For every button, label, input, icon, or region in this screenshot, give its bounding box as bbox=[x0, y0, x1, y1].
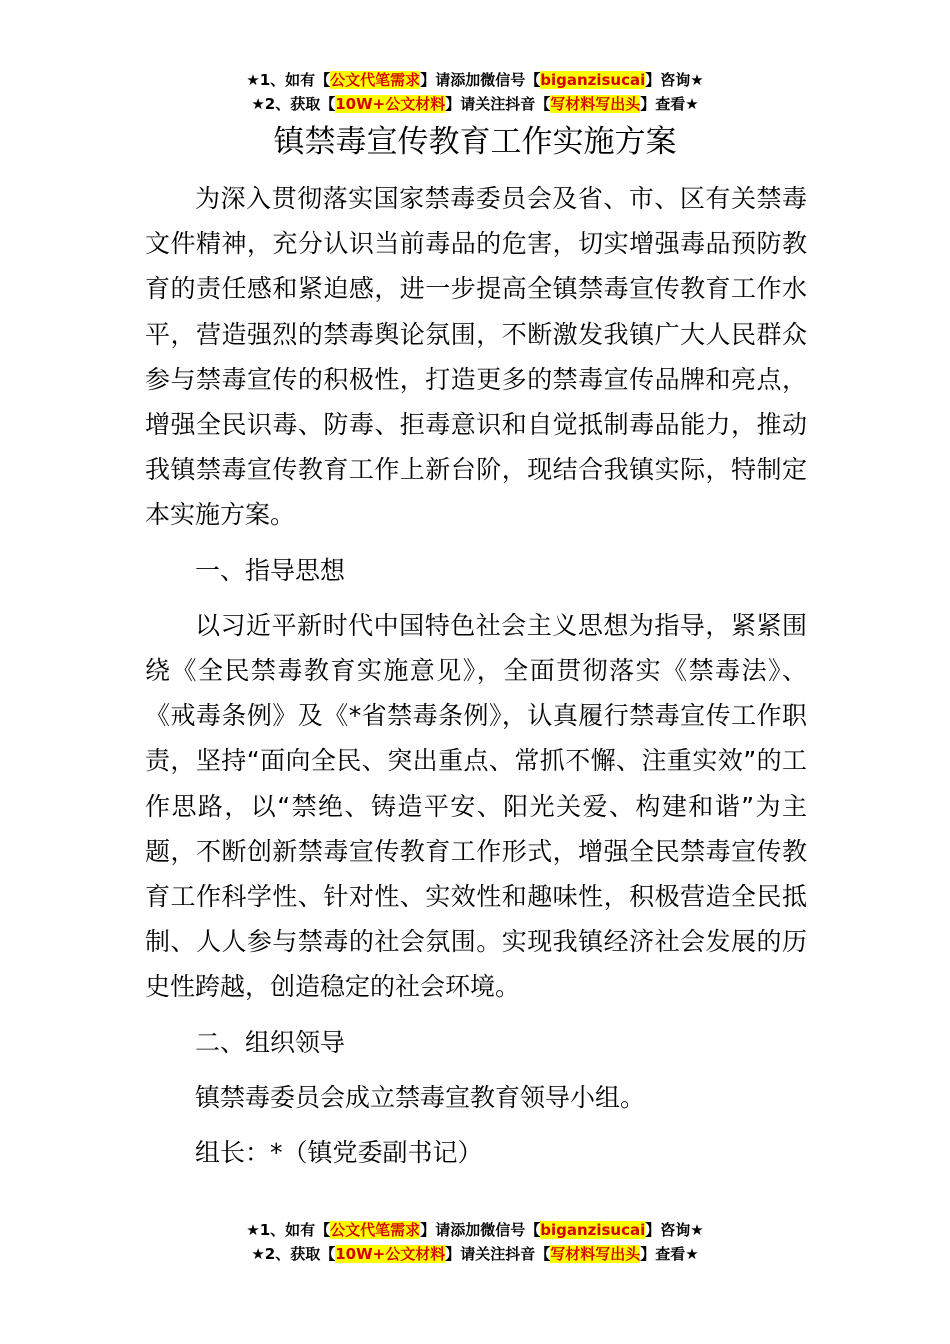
banner-highlight: 写材料写出头 bbox=[550, 1245, 641, 1263]
banner-line-1 bbox=[0, 1218, 950, 1242]
section-heading-guiding-ideology: 一、指导思想 bbox=[195, 555, 346, 585]
guiding-ideology-paragraph: 以习近平新时代中国特色社会主义思想为指导，紧紧围绕《全民禁毒教育实施意见》，全面贯彻落实《禁毒法》、《戒毒条例》及《*省禁毒条例》，认真履行禁毒宣传工作职责，坚持“面向全民、突出重点、常抓不懈、注重实效”的工作思路，以“禁绝、铸造平安、阳光关爱、构建和谐”为主题，不断创新禁毒宣传教育工作形式，增强全民禁毒宣传教育工作科学性、针对性、实效性和趣味性，积极营造全民抵制、人人参与禁毒的社会氛围。实现我镇经济社会发展的历史性跨越，创造稳定的社会环境。 bbox=[145, 610, 807, 1002]
bottom-banner bbox=[0, 1218, 950, 1266]
banner-highlight: biganzisucai bbox=[540, 71, 646, 89]
banner-text: 】咨询★ bbox=[645, 1221, 704, 1239]
banner-line-1 bbox=[0, 68, 950, 92]
banner-text: 】请关注抖音【 bbox=[445, 1245, 551, 1263]
document-body bbox=[145, 176, 807, 1175]
banner-line-2 bbox=[0, 92, 950, 116]
organization-paragraph: 镇禁毒委员会成立禁毒宣教育领导小组。 bbox=[195, 1082, 646, 1112]
banner-line-2 bbox=[0, 1242, 950, 1266]
banner-highlight: biganzisucai bbox=[540, 1221, 646, 1239]
banner-text: 】咨询★ bbox=[645, 71, 704, 89]
banner-text: 】查看★ bbox=[640, 1245, 699, 1263]
banner-text: 】查看★ bbox=[640, 95, 699, 113]
banner-highlight: 10W+公文材料 bbox=[335, 1245, 446, 1263]
intro-paragraph: 为深入贯彻落实国家禁毒委员会及省、市、区有关禁毒文件精神，充分认识当前毒品的危害，切实增强毒品预防教育的责任感和紧迫感，进一步提高全镇禁毒宣传教育工作水平，营造强烈的禁毒舆论氛围，不断激发我镇广大人民群众参与禁毒宣传的积极性，打造更多的禁毒宣传品牌和亮点，增强全民识毒、防毒、拒毒意识和自觉抵制毒品能力，推动我镇禁毒宣传教育工作上新台阶，现结合我镇实际，特制定本实施方案。 bbox=[145, 184, 807, 530]
banner-text: 】请添加微信号【 bbox=[420, 71, 541, 89]
section-heading-organization: 二、组织领导 bbox=[195, 1027, 346, 1057]
banner-text: ★2、获取【 bbox=[251, 1245, 336, 1263]
banner-text: ★1、如有【 bbox=[246, 1221, 331, 1239]
banner-highlight: 写材料写出头 bbox=[550, 95, 641, 113]
top-banner bbox=[0, 68, 950, 116]
document-title: 镇禁毒宣传教育工作实施方案 bbox=[273, 124, 677, 160]
leader-line: 组长：*（镇党委副书记） bbox=[195, 1138, 483, 1168]
banner-highlight: 公文代笔需求 bbox=[330, 1221, 421, 1239]
banner-text: ★2、获取【 bbox=[251, 95, 336, 113]
banner-highlight: 10W+公文材料 bbox=[335, 95, 446, 113]
banner-text: 】请关注抖音【 bbox=[445, 95, 551, 113]
banner-highlight: 公文代笔需求 bbox=[330, 71, 421, 89]
banner-text: 】请添加微信号【 bbox=[420, 1221, 541, 1239]
banner-text: ★1、如有【 bbox=[246, 71, 331, 89]
